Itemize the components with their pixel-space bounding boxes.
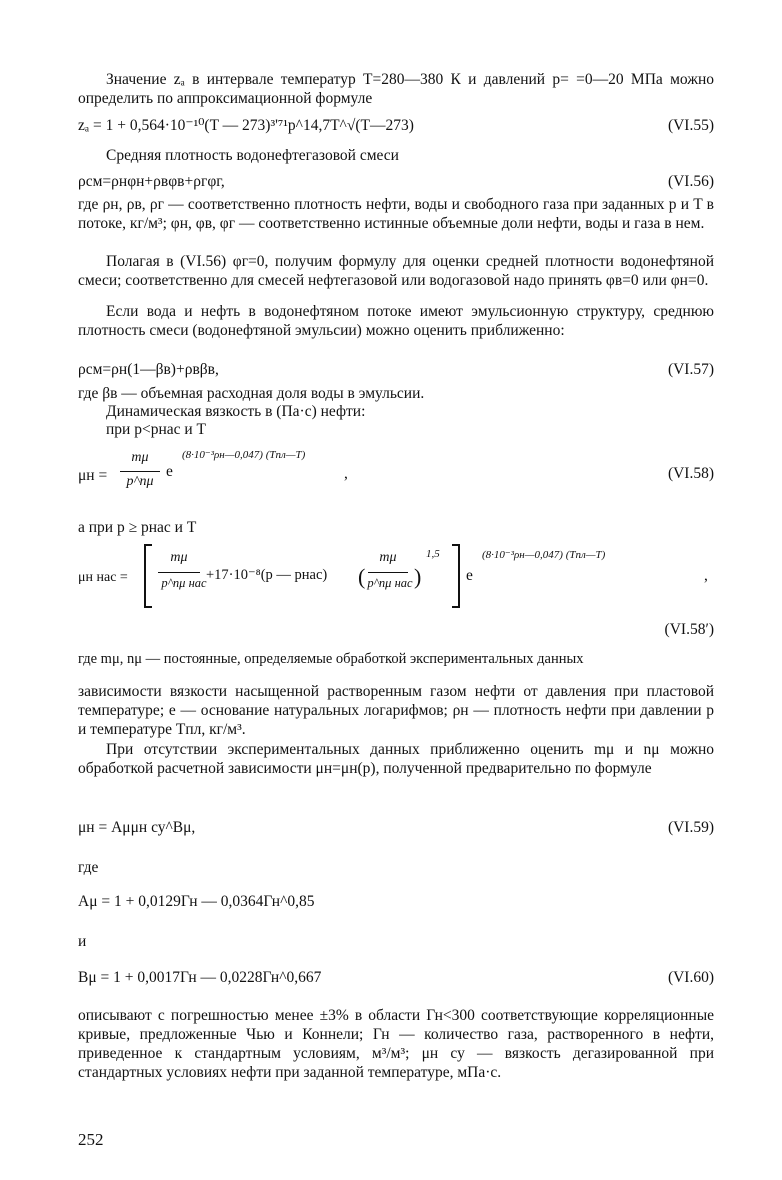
eq58-exponent: (8·10⁻³ρн—0,047) (Tпл—T) xyxy=(182,449,306,461)
eq58-fraction-bar xyxy=(120,471,160,472)
eq58p-term2-bar xyxy=(368,572,408,573)
eq58p-comma: , xyxy=(704,567,708,584)
page-number: 252 xyxy=(78,1130,104,1149)
paragraph-phi-zero: Полагая в (VI.56) φг=0, получим формулу для оценки средней плотности водонефтяной смеси; соответственно для смесей нефтегазовой или водогазовой надо принять φв=0 или φн=0. xyxy=(78,253,714,289)
paragraph-where-densities: где ρн, ρв, ρг — соответственно плотность нефти, воды и свободного газа при заданных p и T в потоке, кг/м³; φн, φв, φг — соответственно истинные объемные доли нефти, воды и газа в нем. xyxy=(78,196,714,232)
eq58-exp-base: e xyxy=(166,463,173,480)
paragraph-beta-definition: где βв — объемная расходная доля воды в эмульсии. xyxy=(78,385,425,402)
eq58p-term2-numerator: mμ xyxy=(379,550,397,565)
equation-number-vi-58-prime: (VI.58′) xyxy=(664,621,714,638)
eq58-comma: , xyxy=(344,465,348,482)
eq58-numerator: mμ xyxy=(131,450,149,465)
paragraph-dependence: зависимости вязкости насыщенной растворенным газом нефти от давления при пластовой температуре; e — основание натуральных логарифмов; ρн — плотность нефти при давлении p и температуре Tпл, кг/м³. xyxy=(78,683,714,738)
equation-b-mu: Bμ = 1 + 0,0017Гн — 0,0228Гн^0,667 xyxy=(78,969,322,986)
eq58p-lhs: μн нас = xyxy=(78,570,128,585)
equation-vi-59: μн = Aμμн су^Bμ, xyxy=(78,819,196,836)
equation-number-vi-55: (VI.55) xyxy=(667,117,714,134)
equation-number-vi-57: (VI.57) xyxy=(667,361,714,378)
label-where: где xyxy=(78,859,99,876)
paragraph-constants: где mμ, nμ — постоянные, определяемые обработкой экспериментальных данных xyxy=(78,651,584,667)
equation-number-vi-58: (VI.58) xyxy=(667,465,714,482)
equation-number-vi-60: (VI.60) xyxy=(667,969,714,986)
eq58-lhs: μн = xyxy=(78,467,108,484)
equation-number-vi-56: (VI.56) xyxy=(667,173,714,190)
eq58p-term2-denominator: p^nμ нас xyxy=(367,576,413,590)
eq58p-right-bracket xyxy=(452,544,460,608)
eq58p-left-bracket xyxy=(144,544,152,608)
eq58p-close-paren: ) xyxy=(414,564,422,589)
eq58p-exp-base: e xyxy=(466,567,473,584)
equation-vi-57: ρсм=ρн(1—βв)+ρвβв, xyxy=(78,361,219,378)
paragraph-correlation: описывают с погрешностью менее ±3% в области Гн<300 соответствующие корреляционные кривые, предложенные Чью и Коннели; Гн — количество газа, растворенного в нефти, приведенное к стандартным условиям, м³/м³; μн су — вязкость дегазированной при стандартных условиях нефти при заданной температуре, мПа·с. xyxy=(78,1007,714,1081)
label-and: и xyxy=(78,933,87,950)
eq58p-open-paren: ( xyxy=(358,564,366,589)
eq58p-exponent: (8·10⁻³ρн—0,047) (Tпл—T) xyxy=(482,549,606,561)
paragraph-no-experimental: При отсутствии экспериментальных данных приближенно оценить mμ и nμ можно обработкой расчетной зависимости μн=μн(p), полученной предварительно по формуле xyxy=(78,741,714,777)
eq58p-power: 1,5 xyxy=(426,548,440,560)
eq58p-term1-bar xyxy=(158,572,200,573)
eq58p-middle-term: +17·10⁻⁸(p — pнас) xyxy=(206,567,328,583)
equation-a-mu: Aμ = 1 + 0,0129Гн — 0,0364Гн^0,85 xyxy=(78,893,315,910)
equation-vi-55: zₐ = 1 + 0,564·10⁻¹⁰(T — 273)³'⁷¹p^14,7T^√(T—273) xyxy=(78,117,414,134)
paragraph-condition-below: при p<pнас и T xyxy=(106,421,207,438)
eq58-denominator: p^nμ xyxy=(126,474,154,489)
paragraph-viscosity-heading: Динамическая вязкость в (Па·с) нефти: xyxy=(106,403,366,420)
paragraph-emulsion: Если вода и нефть в водонефтяном потоке имеют эмульсионную структуру, среднюю плотность смеси (водонефтяной эмульсии) можно оценить приближенно: xyxy=(78,303,714,339)
equation-number-vi-59: (VI.59) xyxy=(667,819,714,836)
eq58p-term1-denominator: p^nμ нас xyxy=(161,576,207,590)
paragraph-condition-above: а при p ≥ pнас и T xyxy=(78,519,197,536)
eq58p-term1-numerator: mμ xyxy=(170,550,188,565)
paragraph-za-range: Значение zₐ в интервале температур T=280—380 К и давлений p= =0—20 МПа можно определить по аппроксимационной формуле xyxy=(78,71,714,107)
paragraph-mixture-density: Средняя плотность водонефтегазовой смеси xyxy=(106,147,399,164)
equation-vi-56: ρсм=ρнφн+ρвφв+ρгφг, xyxy=(78,173,225,190)
